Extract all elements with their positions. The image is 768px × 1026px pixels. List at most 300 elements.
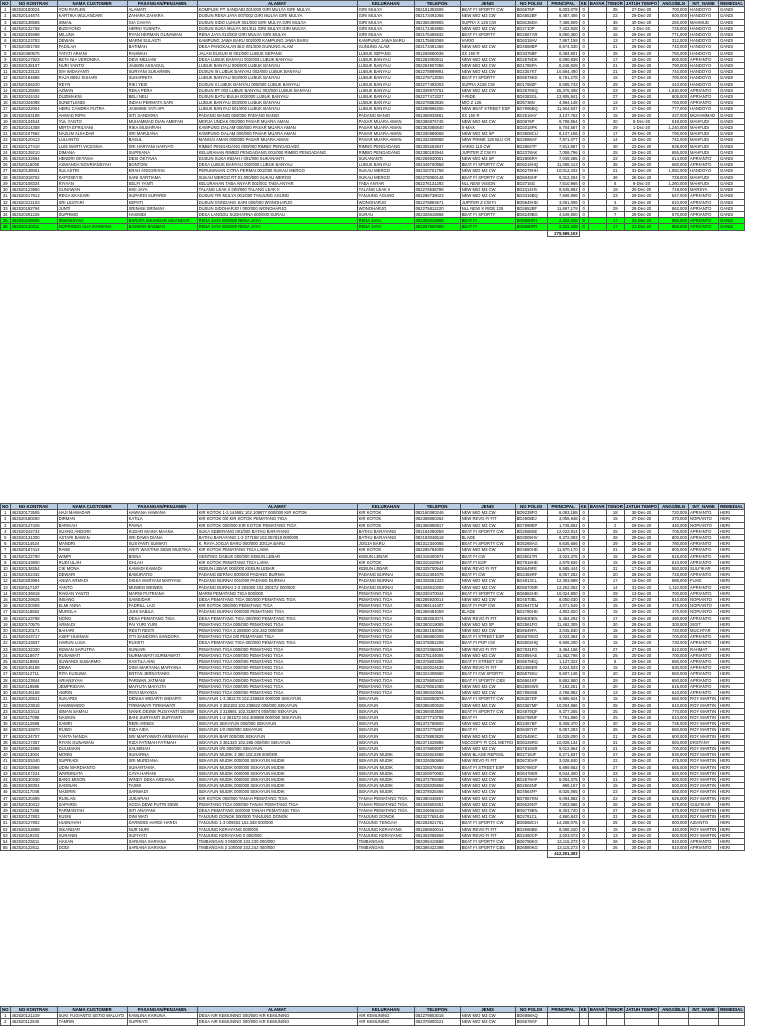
table-cell: 462520134707 bbox=[10, 733, 57, 739]
table-cell: 38 bbox=[1, 739, 11, 745]
table-cell: RIYAN GUNAWAN bbox=[57, 739, 127, 745]
table-cell: 2-Dec-20 bbox=[624, 25, 658, 31]
table-cell: 082257680089 bbox=[414, 224, 460, 230]
table-cell: 462520122811 bbox=[10, 845, 57, 851]
table-cell: 28-Dec-20 bbox=[624, 776, 658, 782]
table-cell: NEW REVO FI FIT bbox=[460, 665, 515, 671]
table-cell: 500,000 bbox=[659, 783, 689, 789]
empty-cell bbox=[606, 230, 624, 236]
table-cell: 082339970751 bbox=[414, 87, 460, 93]
table-cell: 0 bbox=[579, 131, 588, 137]
table-cell: 15-Dec-20 bbox=[624, 578, 658, 584]
table-cell: 31-Dec-20 bbox=[624, 168, 658, 174]
table-cell: 9,798,654 bbox=[547, 118, 579, 124]
table-cell: GIRI MULYA bbox=[357, 25, 414, 31]
table-cell: 0 bbox=[579, 801, 588, 807]
empty-cell bbox=[414, 230, 460, 236]
table-cell: 0 bbox=[579, 69, 588, 75]
table-cell: GANDI bbox=[719, 205, 745, 211]
table-cell: 17 bbox=[606, 131, 624, 137]
table-cell: KARTIKA WULANDARI bbox=[57, 13, 127, 19]
table-cell: 17 bbox=[1, 106, 11, 112]
table-cell: 17 bbox=[606, 224, 624, 230]
table-cell: SUKARDI bbox=[57, 696, 127, 702]
table-cell: 462520134544 bbox=[10, 118, 57, 124]
table-cell: RENA JAYA 000/000 RENA JAYA bbox=[197, 218, 357, 224]
table-cell: 31 bbox=[1, 696, 11, 702]
table-cell: 462520112869 bbox=[10, 721, 57, 727]
table-cell: 462520120495 bbox=[10, 795, 57, 801]
table-cell: 25-Dec-20 bbox=[624, 752, 658, 758]
table-cell: LUBUK BANYAU bbox=[357, 87, 414, 93]
table-cell: 700,000 bbox=[659, 745, 689, 751]
table-cell: 082190380246 bbox=[414, 510, 460, 516]
table-cell: ZAHARA ZAHARA bbox=[127, 13, 197, 19]
table-cell: DODI bbox=[57, 845, 127, 851]
table-cell: HANDOYO bbox=[689, 75, 719, 81]
table-cell: BD2801TR bbox=[515, 553, 547, 559]
table-cell: GANDI bbox=[719, 94, 745, 100]
table-cell: PEMATANG TIGA bbox=[357, 690, 414, 696]
table-cell: 19 bbox=[1, 621, 11, 627]
table-cell: 6,057,283 bbox=[547, 727, 579, 733]
table-cell: GANDI bbox=[719, 13, 745, 19]
table-cell: APRIANTO bbox=[689, 572, 719, 578]
table-cell: 7,466,809 bbox=[547, 19, 579, 25]
table-cell: 082386422398 bbox=[414, 845, 460, 851]
table-cell: SEKAYUN bbox=[357, 696, 414, 702]
table-cell: 082326610300 bbox=[414, 584, 460, 590]
table-cell: 0 bbox=[579, 721, 588, 727]
table-cell: APRIANTO bbox=[689, 683, 719, 689]
table-cell: 705,000 bbox=[659, 528, 689, 534]
table-cell: INSANG bbox=[57, 597, 127, 603]
table-cell: 3 bbox=[1, 522, 11, 528]
table-cell: BD6580FR bbox=[515, 224, 547, 230]
table-cell: 18 bbox=[606, 510, 624, 516]
table-cell: SEKAYUN bbox=[357, 745, 414, 751]
column-header: JATUH TEMPO bbox=[625, 504, 658, 509]
table-cell: PAVNA bbox=[127, 522, 197, 528]
table-cell: MAHMUD bbox=[689, 19, 719, 25]
table-cell: HERI bbox=[719, 807, 745, 813]
table-cell: 15 bbox=[606, 696, 624, 702]
table-cell: PEMATANG TIGA 000/000 PEMATANG TIGA bbox=[197, 621, 357, 627]
table-cell: NUR NURI bbox=[127, 826, 197, 832]
column-header: KELURAHAN bbox=[357, 1007, 414, 1013]
table-cell: 29-Dec-20 bbox=[624, 547, 658, 553]
table-cell: 462520123818 bbox=[10, 702, 57, 708]
table-cell: 26 bbox=[606, 838, 624, 844]
table-cell: BETA NIA VERONIKA bbox=[57, 56, 127, 62]
table-cell: 13 bbox=[606, 690, 624, 696]
table-cell: 082330989068 bbox=[414, 131, 460, 137]
table-cell: SEKAYUN MUDIK bbox=[357, 764, 414, 770]
table-cell: ROY MARTIN bbox=[689, 770, 719, 776]
table-cell: 082378061068 bbox=[414, 683, 460, 689]
table-cell: NEW MIO M3 CW bbox=[460, 87, 515, 93]
table-cell: 29 bbox=[606, 541, 624, 547]
table-cell: HERI bbox=[719, 634, 745, 640]
table-cell: 50 bbox=[1, 814, 11, 820]
table-cell: PADANG BURNAI 001/000 PADANG BURNAI bbox=[197, 578, 357, 584]
table-cell: SEKAYUN 1-3 381573 102.308998 000/000 SEKAYUN bbox=[197, 714, 357, 720]
table-cell: HERI bbox=[719, 814, 745, 820]
table-cell: 462520112840 bbox=[10, 1019, 57, 1025]
table-cell: Y-RIDE bbox=[460, 94, 515, 100]
table-cell: PEMATANG TIGA bbox=[357, 590, 414, 596]
table-cell: BD6249BG bbox=[515, 211, 547, 217]
table-cell: MONKI bbox=[57, 752, 127, 758]
table-cell: ARMADI bbox=[57, 621, 127, 627]
table-cell: 6,093,188 bbox=[547, 510, 579, 516]
table-cell: SARIANA SARIANA bbox=[127, 845, 197, 851]
table-cell: 25 bbox=[606, 714, 624, 720]
table-cell: 4,860,843 bbox=[547, 814, 579, 820]
table-cell: 35 bbox=[606, 162, 624, 168]
table-cell: BD4564FP bbox=[515, 789, 547, 795]
table-cell: 0 bbox=[579, 807, 588, 813]
column-header: INT_NAME bbox=[689, 504, 719, 510]
table-cell: 082378603356 bbox=[414, 659, 460, 665]
table-cell: 630,000 bbox=[659, 665, 689, 671]
table-cell: 28-Dec-20 bbox=[624, 50, 658, 56]
table-cell: PEMATANG TIGA bbox=[357, 665, 414, 671]
table-cell: 7,867,159 bbox=[547, 38, 579, 44]
table-cell: 17 bbox=[606, 578, 624, 584]
table-cell: GANDI bbox=[719, 87, 745, 93]
table-cell: 082389320064 bbox=[414, 690, 460, 696]
table-cell: NEW MIO M3 CW bbox=[460, 721, 515, 727]
table-cell: BD7816SR bbox=[515, 745, 547, 751]
table-cell: MAHFUDI bbox=[689, 174, 719, 180]
table-cell: 462520242734 bbox=[10, 528, 57, 534]
table-cell: 810,000 bbox=[659, 845, 689, 851]
table-cell: ROY MARTIN bbox=[689, 764, 719, 770]
table-cell: AIR KEMUNING bbox=[357, 1013, 414, 1019]
table-cell: 10,012,432 bbox=[547, 168, 579, 174]
table-cell: 28 bbox=[606, 25, 624, 31]
table-cell: HERI bbox=[719, 683, 745, 689]
table-cell: 082175682068 bbox=[414, 38, 460, 44]
table-cell: 7,163,251 bbox=[547, 683, 579, 689]
table-cell: RENA JAYA 000/000 RENA JAYA bbox=[197, 224, 357, 230]
table-cell: NOPRINDO ALIA IKHWANA bbox=[57, 224, 127, 230]
table-cell: SADINAN bbox=[57, 783, 127, 789]
table-cell: 615,000 bbox=[659, 683, 689, 689]
table-cell: 10,004,866 bbox=[547, 702, 579, 708]
table-cell: NEW MIO M3 CW bbox=[460, 795, 515, 801]
table-cell: NEW MIO M3 CW bbox=[460, 510, 515, 516]
table-cell: 27 bbox=[606, 94, 624, 100]
table-cell: 0 bbox=[579, 25, 588, 31]
table-cell: ROY MARTIN bbox=[689, 702, 719, 708]
table-cell: LUBUK BANYAU bbox=[357, 69, 414, 75]
table-cell: BD3376BF bbox=[515, 50, 547, 56]
table-cell: 9,865,924 bbox=[547, 696, 579, 702]
column-header: PRINCIPAL bbox=[547, 504, 579, 510]
column-header: JATUH TEMPO bbox=[625, 1007, 658, 1012]
table-cell: NEW MIO M3 CW bbox=[460, 770, 515, 776]
table-cell: 29-Dec-20 bbox=[624, 758, 658, 764]
table-cell: SUPRIADI bbox=[57, 758, 127, 764]
table-cell: 082353016808 bbox=[414, 218, 460, 224]
table-cell: JEMPRIDAYA bbox=[57, 683, 127, 689]
table-cell: 31 bbox=[606, 814, 624, 820]
table-cell: 1,110,000 bbox=[659, 584, 689, 590]
principal-total: 412,291,303 bbox=[547, 851, 579, 857]
table-cell: 28-Dec-20 bbox=[624, 32, 658, 38]
table-cell: 29-Dec-20 bbox=[624, 783, 658, 789]
table-cell: APRIANTO bbox=[689, 87, 719, 93]
table-cell: 462520182794 bbox=[10, 205, 57, 211]
table-cell: 42 bbox=[1, 764, 11, 770]
table-cell: 0 bbox=[579, 87, 588, 93]
table-cell: SUPRIANA bbox=[127, 149, 197, 155]
table-cell: 1,137,322 bbox=[547, 659, 579, 665]
table-cell: GANDI bbox=[719, 38, 745, 44]
table-cell: 29 bbox=[1, 683, 11, 689]
table-cell: SEKAYUN MUDIK 000/000 SEKAYUN MUDIK bbox=[197, 764, 357, 770]
table-cell: 462520173505 bbox=[10, 510, 57, 516]
table-cell: 082372068294 bbox=[414, 646, 460, 652]
table-cell: 5 bbox=[1, 535, 11, 541]
table-cell: 3,045,830 bbox=[547, 628, 579, 634]
table-cell: 462520120171 bbox=[10, 628, 57, 634]
table-cell: BD7859SB bbox=[515, 690, 547, 696]
table-cell: 0 bbox=[579, 118, 588, 124]
table-cell: BD2561FG bbox=[515, 621, 547, 627]
table-cell: GIRI MULYA bbox=[357, 7, 414, 13]
table-cell: NOPIANTO bbox=[689, 597, 719, 603]
table-cell: 30-Dec-20 bbox=[624, 845, 658, 851]
table-cell: 30-Dec-20 bbox=[624, 19, 658, 25]
table-cell: 082382182058 bbox=[414, 628, 460, 634]
table-cell: SALMINAH bbox=[127, 745, 197, 751]
table-cell: NEW REVO FI FIT bbox=[460, 646, 515, 652]
table-cell: 32 bbox=[1, 199, 11, 205]
column-header: JATUH TEMPO bbox=[625, 1, 658, 6]
table-cell: BD0876P bbox=[515, 118, 547, 124]
table-cell: NEW MIO M3 SP bbox=[460, 621, 515, 627]
table-cell: PEMATANG TIGA bbox=[357, 609, 414, 615]
table-cell: 742,000 bbox=[659, 137, 689, 143]
table-cell: 610,000 bbox=[659, 690, 689, 696]
table-cell: JUPITER Z CW FI bbox=[460, 199, 515, 205]
table-cell: DUSUN SUKA INDAH I 001/000 SUKANANTI bbox=[197, 156, 357, 162]
table-cell: 082328261322 bbox=[414, 578, 460, 584]
table-cell: NEW MIO M3 CW bbox=[460, 814, 515, 820]
table-cell: HANDOYO bbox=[689, 50, 719, 56]
table-cell: RENA JAYA bbox=[357, 218, 414, 224]
table-cell: IRWANSYAH bbox=[57, 218, 127, 224]
table-cell: LUIS MARTI VICESSIA bbox=[57, 143, 127, 149]
table-cell: HERI bbox=[719, 690, 745, 696]
table-cell: 0 bbox=[579, 764, 588, 770]
table-cell: RIKI YESI bbox=[127, 81, 197, 87]
empty-cell bbox=[357, 851, 414, 857]
table-cell: 15 bbox=[606, 32, 624, 38]
table-cell: HANDOYO bbox=[689, 168, 719, 174]
table-cell: 30 bbox=[1, 690, 11, 696]
table-cell: 12 bbox=[1, 578, 11, 584]
table-cell: LUBUK BANYAU bbox=[357, 81, 414, 87]
table-cell: NOPIANTO bbox=[689, 522, 719, 528]
table-cell: BD2868AF bbox=[515, 137, 547, 143]
table-cell: 082312340065 bbox=[414, 541, 460, 547]
table-cell: KEBUN LEBAR 000/000 KEBUN LEBAR bbox=[197, 566, 357, 572]
table-cell: 8,050,030 bbox=[547, 597, 579, 603]
table-cell: 31 bbox=[606, 739, 624, 745]
table-cell: SARWADI bbox=[127, 789, 197, 795]
table-cell: PADANG BANIO bbox=[357, 112, 414, 118]
table-cell: 462520138354 bbox=[10, 566, 57, 572]
column-header: NO KONTRAK bbox=[10, 504, 57, 510]
table-cell: BD6325RG bbox=[515, 739, 547, 745]
table-cell: 1,050,000 bbox=[659, 168, 689, 174]
table-cell: NOPIANTO bbox=[689, 603, 719, 609]
table-cell: ROY MARTIN bbox=[689, 807, 719, 813]
table-cell: GUNUNG ALAM bbox=[357, 44, 414, 50]
table-cell: 0 bbox=[579, 615, 588, 621]
table-cell: 36 bbox=[606, 174, 624, 180]
table-cell: 8 bbox=[606, 659, 624, 665]
table-cell: 13 bbox=[606, 100, 624, 106]
customer-table-2 bbox=[0, 503, 745, 858]
table-cell: 25-Dec-20 bbox=[624, 149, 658, 155]
table-cell: CIK MONA bbox=[57, 566, 127, 572]
table-cell: 25 bbox=[1, 156, 11, 162]
table-cell: 25-Dec-20 bbox=[624, 739, 658, 745]
table-cell: 082320701758 bbox=[414, 168, 460, 174]
table-cell: PEMATANG TIGA bbox=[357, 603, 414, 609]
table-cell: 22 bbox=[606, 795, 624, 801]
table-cell: 082175465932 bbox=[414, 32, 460, 38]
table-cell: 462520187412 bbox=[10, 547, 57, 553]
table-cell: SEKAYUN MUDIK 000/000 SEKAYUN MUDIK bbox=[197, 770, 357, 776]
table-cell: 082366890264 bbox=[414, 516, 460, 522]
table-cell: BD4383GL bbox=[515, 94, 547, 100]
table-cell: 0 bbox=[579, 541, 588, 547]
table-cell: 20 bbox=[606, 721, 624, 727]
table-cell: BD2518AY bbox=[515, 112, 547, 118]
table-cell: 2,222,348 bbox=[547, 224, 579, 230]
table-cell: 0 bbox=[579, 156, 588, 162]
table-cell: 462520203994 bbox=[10, 578, 57, 584]
table-cell: 25 bbox=[606, 727, 624, 733]
table-cell: 462520128521 bbox=[10, 696, 57, 702]
table-cell: HANDOYO bbox=[689, 38, 719, 44]
table-cell: MARSYA bbox=[689, 187, 719, 193]
table-cell: 462520117048 bbox=[10, 789, 57, 795]
table-cell: 8,068,220 bbox=[547, 826, 579, 832]
table-cell: 34 bbox=[1, 211, 11, 217]
table-cell: 26 bbox=[1, 162, 11, 168]
table-cell: 250,000 bbox=[659, 19, 689, 25]
table-cell: 23 bbox=[1, 646, 11, 652]
table-cell: BD1768ZF bbox=[515, 81, 547, 87]
table-cell: 462520217913 bbox=[10, 193, 57, 199]
column-header: NO KONTRAK bbox=[10, 1007, 57, 1013]
table-cell: GANDI bbox=[719, 137, 745, 143]
table-cell: 19 bbox=[606, 187, 624, 193]
table-cell: BEAT FI SPORTY CW bbox=[460, 528, 515, 534]
table-cell: 082326602051 bbox=[414, 801, 460, 807]
table-cell: 2 bbox=[1, 13, 11, 19]
table-cell: NEW MIO M3 CW bbox=[460, 25, 515, 31]
table-cell: KASTILA AINI bbox=[127, 659, 197, 665]
table-cell: 082368860309 bbox=[414, 634, 460, 640]
table-cell: 462520125506 bbox=[10, 87, 57, 93]
table-cell: 0 bbox=[579, 516, 588, 522]
table-cell: 082173491466 bbox=[414, 44, 460, 50]
table-cell: 14,268,076 bbox=[547, 820, 579, 826]
table-cell: 462520145168 bbox=[10, 690, 57, 696]
table-cell: YATATI ARIANI bbox=[57, 50, 127, 56]
table-cell: MURGLA bbox=[57, 609, 127, 615]
table-cell: HERI bbox=[719, 758, 745, 764]
table-cell: 082380446557 bbox=[414, 795, 460, 801]
table-cell: 15 bbox=[606, 826, 624, 832]
table-cell: 082369403508 bbox=[414, 708, 460, 714]
table-cell: 15 bbox=[606, 628, 624, 634]
table-cell: NEW MIO M3 CW bbox=[460, 690, 515, 696]
table-cell: RUHSTI bbox=[127, 640, 197, 646]
table-cell: 34 bbox=[1, 714, 11, 720]
table-cell: 23 bbox=[606, 770, 624, 776]
table-cell: ASTARI BAWAN bbox=[57, 535, 127, 541]
table-cell: 0 bbox=[579, 63, 588, 69]
table-cell: 0 bbox=[579, 714, 588, 720]
table-cell: 15 bbox=[606, 609, 624, 615]
table-cell: 15-Dec-20 bbox=[624, 100, 658, 106]
table-cell: 550,000 bbox=[659, 566, 689, 572]
table-cell: 6,080,838 bbox=[547, 56, 579, 62]
table-cell: ROY MARTIN bbox=[689, 814, 719, 820]
table-cell: 462520138061 bbox=[10, 168, 57, 174]
table-cell: 0 bbox=[579, 795, 588, 801]
table-cell: NEW MIO M3 CW bbox=[460, 56, 515, 62]
table-cell: HERI bbox=[719, 646, 745, 652]
table-cell: 29-Dec-20 bbox=[624, 628, 658, 634]
table-cell: BANG MISON bbox=[57, 776, 127, 782]
table-cell: PEMATANG TIGA bbox=[357, 628, 414, 634]
table-cell: 10,564,490 bbox=[547, 69, 579, 75]
table-cell: 082368484059 bbox=[414, 609, 460, 615]
table-cell: 625,000 bbox=[659, 795, 689, 801]
table-cell: 462520100308 bbox=[10, 603, 57, 609]
column-header: NO bbox=[2, 504, 9, 509]
table-cell: PEMATANG TIGA 000/000 PEMATANG TIGA bbox=[197, 665, 357, 671]
table-cell: CAYA HARANI bbox=[127, 770, 197, 776]
table-cell: 082378863828 bbox=[414, 733, 460, 739]
table-cell: 17 bbox=[606, 56, 624, 62]
table-cell: 0 bbox=[579, 199, 588, 205]
table-cell: 462520109498 bbox=[10, 32, 57, 38]
table-cell: NEW REVO FI FIT bbox=[460, 832, 515, 838]
table-cell: MIRTA EFRILYANI bbox=[57, 125, 127, 131]
table-cell: APRIANTO bbox=[689, 615, 719, 621]
table-cell: 8-Dec-20 bbox=[624, 118, 658, 124]
table-cell: GANDI bbox=[719, 106, 745, 112]
table-cell: HERI bbox=[719, 553, 745, 559]
table-cell: 462520132758 bbox=[10, 25, 57, 31]
table-cell: BD6730AP bbox=[515, 758, 547, 764]
table-cell: 0 bbox=[579, 603, 588, 609]
table-cell: BD4852BF bbox=[515, 13, 547, 19]
table-cell: BEAT FI SPORTY CW bbox=[460, 820, 515, 826]
table-cell: BD6580FH bbox=[515, 218, 547, 224]
